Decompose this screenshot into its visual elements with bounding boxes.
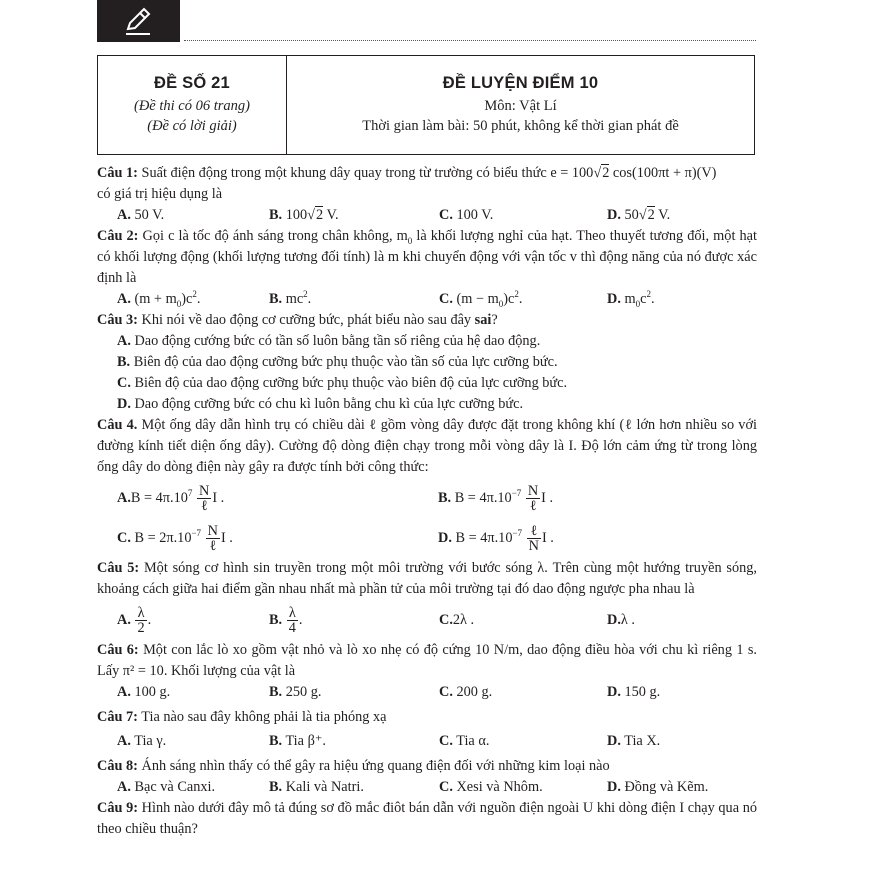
q1-option-b[interactable]: B. 100√2 V. (269, 207, 339, 223)
solution-note: (Đề có lời giải) (147, 118, 237, 134)
header-left (98, 56, 287, 154)
header-dotted-line (184, 40, 756, 41)
pencil-icon (122, 5, 154, 37)
formula-emf: e = 100√2 cos(100πt + π)(V) (550, 165, 717, 181)
q5-option-b[interactable]: B. $\frac{\lambda}{4}$ . (269, 604, 303, 636)
q6-option-d[interactable]: D. 150 g. (607, 684, 661, 700)
pencil-badge (97, 0, 180, 42)
q4-option-a[interactable]: $A.B = 4\pi.10^7$ $\frac{N}{\text{ℓ}}$ I . (117, 482, 225, 514)
q5-option-c[interactable]: C.2λ . (439, 611, 475, 628)
q2-options (97, 289, 757, 310)
exam-title: ĐỀ LUYỆN ĐIỂM 10 (442, 74, 599, 92)
subject: Môn: Vật Lí (484, 98, 557, 114)
q7-option-d[interactable]: D. Tia X. (607, 733, 661, 749)
q3-option-c[interactable]: C. Biên độ của dao động cưỡng bức phụ thuộc vào biên độ của lực cưỡng bức. (117, 375, 568, 391)
question-9: Câu 9: Hình nào dưới đây mô tả đúng sơ đồ mắc điôt bán dẫn với nguồn điện ngoài U khi dòng điện I chạy qua nó theo chiều thuận? (97, 800, 757, 837)
q7-options (97, 731, 757, 752)
q6-options (97, 682, 757, 703)
q5-option-a[interactable]: A. $\frac{\lambda}{2}$ . (117, 604, 152, 636)
q4-option-d[interactable]: D. $B = 4\pi.10^{-7}$ $\frac{\text{ℓ}}{N}$ I . (438, 522, 554, 554)
q8-options (97, 777, 757, 798)
question-5: Câu 5: Một sóng cơ hình sin truyền trong một môi trường với bước sóng λ. Trên cùng một hướng truyền sóng, khoảng cách giữa hai điểm gần nhau nhất mà phần tử của môi trường tại đó dao động ngược pha nhau là (97, 560, 757, 597)
q6-option-b[interactable]: B. 250 g. (269, 684, 322, 700)
question-4: Câu 4. Một ống dây dẫn hình trụ có chiều dài ℓ gồm vòng dây được đặt trong không khí (ℓ lớn hơn nhiều so với đường kính tiết diện ống dây). Cường độ dòng điện chạy trong mỗi vòng dây là I. Độ lớn cảm ứng từ trong lòng ống dây do dòng điện này gây ra được tính bởi công thức: (97, 417, 757, 475)
q2-option-b[interactable]: B. $mc^2$. (269, 289, 312, 307)
q3-option-b[interactable]: B. Biên độ của dao động cưỡng bức phụ thuộc vào tần số của lực cưỡng bức. (117, 354, 558, 370)
q2-option-a[interactable]: A. $(m + m_0)c^2$. (117, 289, 201, 309)
q2-option-c[interactable]: C. $(m - m_0)c^2$. (439, 289, 523, 309)
q4-option-b[interactable]: B. $B = 4\pi.10^{-7}$ $\frac{N}{\text{ℓ}}$ I . (438, 482, 554, 514)
q4-options-row2 (97, 518, 757, 558)
question-8: Câu 8: Ánh sáng nhìn thấy có thể gây ra hiệu ứng quang điện đối với những kim loại nào (97, 758, 610, 774)
question-1: Câu 1: Suất điện động trong một khung dây quay trong từ trường có biểu thức e = 100√2 cos(100πt + π)(V) (97, 165, 717, 181)
q1-option-a[interactable]: A. 50 V. (117, 207, 165, 223)
q7-option-b[interactable]: B. Tia β⁺. (269, 733, 326, 749)
time-limit: Thời gian làm bài: 50 phút, không kể thời gian phát đề (362, 118, 679, 134)
exam-header (97, 55, 755, 155)
q8-option-b[interactable]: B. Kali và Natri. (269, 779, 364, 795)
exam-number: ĐỀ SỐ 21 (154, 74, 230, 92)
question-6: Câu 6: Một con lắc lò xo gồm vật nhỏ và lò xo nhẹ có độ cứng 10 N/m, dao động điều hòa với chu kì riêng 1 s. Lấy π² = 10. Khối lượng của vật là (97, 642, 757, 679)
question-2: Câu 2: Gọi c là tốc độ ánh sáng trong chân không, $m_0$ là khối lượng nghỉ của hạt. Theo thuyết tương đối, một hạt có khối lượng động (khối lượng tương đối tính) là m khi chuyển động với vận tốc v thì động năng của nó được xác định là (97, 228, 757, 286)
q3-option-d[interactable]: D. Dao động cưỡng bức có chu kì luôn bằng chu kì của lực cưỡng bức. (117, 396, 524, 412)
q1-option-d[interactable]: D. 50√2 V. (607, 207, 671, 223)
q8-option-c[interactable]: C. Xesi và Nhôm. (439, 779, 543, 795)
q7-option-c[interactable]: C. Tia α. (439, 733, 490, 749)
q8-option-d[interactable]: D. Đồng và Kẽm. (607, 779, 709, 795)
page-count: (Đề thi có 06 trang) (134, 98, 250, 114)
header-right (287, 56, 754, 154)
q7-option-a[interactable]: A. Tia γ. (117, 733, 167, 749)
q4-options-row1 (97, 478, 757, 518)
q6-option-a[interactable]: A. 100 g. (117, 684, 171, 700)
question-7: Câu 7: Tia nào sau đây không phải là tia phóng xạ (97, 709, 387, 725)
question-3: Câu 3: Khi nói về dao động cơ cưỡng bức, phát biểu nào sau đây sai? (97, 312, 498, 328)
q8-option-a[interactable]: A. Bạc và Canxi. (117, 779, 216, 795)
q1-option-c[interactable]: C. 100 V. (439, 207, 494, 223)
q3-option-a[interactable]: A. Dao động cướng bức có tần số luôn bằng tần số riêng của hệ dao động. (117, 333, 541, 349)
q5-option-d[interactable]: D.λ . (607, 611, 635, 628)
q4-option-c[interactable]: C. $B = 2\pi.10^{-7}$ $\frac{N}{\text{ℓ}}$ I . (117, 522, 233, 554)
q6-option-c[interactable]: C. 200 g. (439, 684, 493, 700)
q5-options (97, 600, 757, 640)
q1-options (97, 205, 757, 226)
q2-option-d[interactable]: D. $m_0c^2$. (607, 289, 655, 309)
questions: Câu 1: Suất điện động trong một khung dây quay trong từ trường có biểu thức e = 100√2 cos(100πt + π)(V) có giá trị hiệu dụng là A. 50 V. B. 100√2 V. C. 100 V. D. 50√2 V. Câu 2: Gọi c là tốc độ ánh sáng trong chân không, $m_0$ là khối lượng nghỉ của hạt. Theo thuyết tương đối, một hạt có khối lượng động (khối lượng tương đối tính) là m khi chuyển động với vận tốc v thì động năng của nó được xác định là A. $(m + m_0)c^2$. B. $mc^2$. C. $(m - m_0)c^2$. D. $m_0c^2$. Câu 3: Khi nói về dao động cơ cưỡng bức, phát biểu nào sau đây sai? A. Dao động cướng bức có tần số luôn bằng tần số riêng của hệ dao động. B. Biên độ của dao động cưỡng bức phụ thuộc vào tần số của lực cưỡng bức. C. Biên độ của dao động cưỡng bức phụ thuộc vào biên độ của lực cưỡng bức. D. Dao động cưỡng bức có chu kì luôn bằng chu kì của lực cưỡng bức. Câu 4. Một ống dây dẫn hình trụ có chiều dài ℓ gồm vòng dây được đặt trong không khí (ℓ lớn hơn nhiều so với đường kính tiết diện ống dây). Cường độ dòng điện chạy trong mỗi vòng dây là I. Độ lớn cảm ứng từ trong lòng ống dây do dòng điện này gây ra được tính bởi công thức: $A.B = 4\pi.10^7$ $\frac{N}{\text{ℓ}}$ I . B. $B = 4\pi.10^{-7}$ $\frac{N}{\text{ℓ}}$ I . C. $B = 2\pi.10^{-7}$ $\frac{N}{\text{ℓ}}$ I . D. $B = 4\pi.10^{-7}$ $\frac{\text{ℓ}}{N}$ I . Câu 5: Một sóng cơ hình sin truyền trong một môi trường với bước sóng λ. Trên cùng một hướng truyền sóng, khoảng cách giữa hai điểm gần nhau nhất mà phần tử của môi trường tại đó dao động ngược pha nhau là A. $\frac{\lambda}{2}$ . B. $\frac{\lambda}{4}$ . C.2λ . D.λ . Câu 6: Một con lắc lò xo gồm vật nhỏ và lò xo nhẹ có độ cứng 10 N/m, dao động điều hòa với chu kì riêng 1 s. Lấy π² = 10. Khối lượng của vật là A. 100 g. B. 250 g. C. 200 g. D. 150 g. Câu 7: Tia nào sau đây không phải là tia phóng xạ A. Tia γ. B. Tia β⁺. C. Tia α. D. Tia X. Câu 8: Ánh sáng nhìn thấy có thể gây ra hiệu ứng quang điện đối với những kim loại nào A. Bạc và Canxi. B. Kali và Natri. C. Xesi và Nhôm. D. Đồng và Kẽm. Câu 9: Hình nào dưới đây mô tả đúng sơ đồ mắc điôt bán dẫn với nguồn điện ngoài U khi dòng điện I chạy qua nó theo chiều thuận? (97, 163, 757, 840)
